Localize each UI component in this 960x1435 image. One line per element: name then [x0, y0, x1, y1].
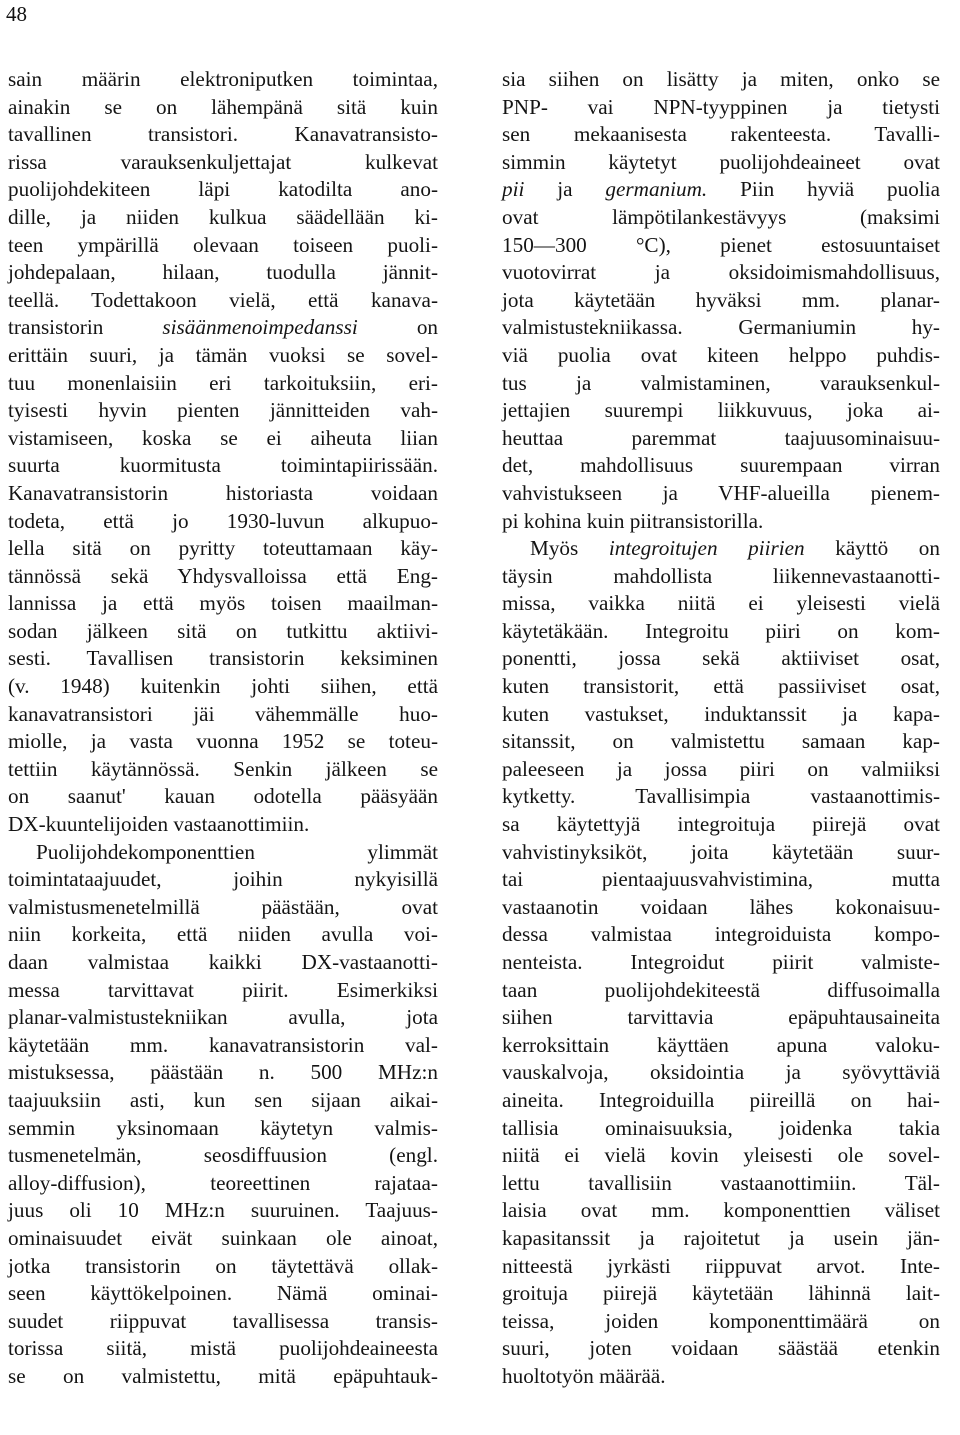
text-segment: johdepalaan, hilaan, tuodulla jännit- — [8, 260, 438, 285]
text-segment: tettiin käytännössä. Senkin jälkeen se — [8, 756, 438, 781]
text-line — [8, 259, 438, 287]
text-segment: rissa varauksenkuljettajat kulkevat — [8, 149, 438, 174]
text-line — [502, 342, 940, 370]
text-segment: teissa, joiden komponenttimäärä on — [502, 1308, 940, 1333]
text-segment: groituja piirejä käytetään lähinnä lait- — [502, 1281, 940, 1306]
text-line — [8, 563, 438, 591]
text-line — [502, 756, 940, 784]
page-number: 48 — [6, 2, 27, 26]
italic-term: sisäänmenoimpedanssi — [162, 315, 358, 340]
text-line — [502, 673, 940, 701]
text-segment: suuri, joten voidaan säästää etenkin — [502, 1336, 940, 1361]
text-segment: aineita. Integroiduilla piireillä on hai- — [502, 1087, 940, 1112]
text-line — [502, 1032, 940, 1060]
italic-term: integroitujen piirien — [608, 536, 805, 561]
text-segment: toimintataajuudet, joihin nykyisillä — [8, 867, 438, 892]
text-segment: sesti. Tavallisen transistorin keksiminen — [8, 646, 438, 671]
text-line — [502, 452, 940, 480]
text-segment: DX-kuuntelijoiden vastaanottimiin. — [8, 812, 310, 837]
text-line — [8, 673, 438, 701]
text-line — [8, 1197, 438, 1225]
text-line — [8, 1142, 438, 1170]
text-segment: transistorin — [8, 315, 163, 340]
text-line — [8, 783, 438, 811]
text-segment: käytetäkään. Integroitu piiri on kom- — [502, 618, 940, 643]
text-line — [8, 149, 438, 177]
text-segment: tännössä sekä Yhdysvalloissa että Eng- — [8, 563, 438, 588]
text-line — [502, 94, 940, 122]
text-segment: Kanavatransistorin historiasta voidaan — [8, 480, 438, 505]
text-segment: on saanut' kauan odotella pääsyään — [8, 784, 438, 809]
text-line — [8, 314, 438, 342]
text-line — [502, 1142, 940, 1170]
text-segment: Puolijohdekomponenttien ylimmät — [36, 839, 438, 864]
right-column — [502, 66, 940, 1391]
text-line — [8, 1335, 438, 1363]
text-segment: vuotovirrat ja oksidoimismahdollisuus, — [502, 260, 940, 285]
text-segment: kerroksittain käyttäen apuna valoku- — [502, 1032, 940, 1057]
text-segment: niin korkeita, että niiden avulla voi- — [8, 922, 438, 947]
text-segment: vistamiseen, koska se ei aiheuta liian — [8, 425, 438, 450]
text-line — [502, 811, 940, 839]
text-segment: täysin mahdollista liikennevastaanotti- — [502, 563, 940, 588]
text-segment: pi kohina kuin piitransistorilla. — [502, 508, 764, 533]
text-segment: se on valmistettu, mitä epäpuhtauk- — [8, 1363, 438, 1388]
text-line — [8, 1170, 438, 1198]
text-segment: miolle, ja vasta vuonna 1952 se toteu- — [8, 729, 438, 754]
text-segment: sa käytettyjä integroituja piirejä ovat — [502, 812, 940, 837]
italic-term: pii — [502, 177, 525, 202]
text-segment: taan puolijohdekiteestä diffusoimalla — [502, 977, 940, 1002]
text-line — [8, 1032, 438, 1060]
text-line — [502, 121, 940, 149]
text-segment: valmistusmenetelmillä päästään, ovat — [8, 894, 438, 919]
text-line — [8, 1115, 438, 1143]
text-line — [502, 1004, 940, 1032]
text-segment: juus oli 10 MHz:n suuruinen. Taajuus- — [8, 1198, 438, 1223]
text-line — [8, 508, 438, 536]
text-line — [8, 645, 438, 673]
text-line — [8, 866, 438, 894]
text-segment: kuten transistorit, että passiiviset osat, — [502, 674, 940, 699]
text-line — [502, 783, 940, 811]
text-segment: seen käyttökelpoinen. Nämä ominai- — [8, 1281, 438, 1306]
text-segment: tusmenetelmän, seosdiffuusion (engl. — [8, 1143, 438, 1168]
text-segment: lella sitä on pyritty toteuttamaan käy- — [8, 536, 438, 561]
text-line — [8, 590, 438, 618]
text-line — [8, 176, 438, 204]
text-line — [8, 728, 438, 756]
text-segment: tavallinen transistori. Kanavatransisto- — [8, 122, 438, 147]
text-line — [8, 839, 438, 867]
text-line — [8, 370, 438, 398]
text-segment: alloy-diffusion), teoreettinen rajataa- — [8, 1170, 438, 1195]
text-line — [502, 1363, 940, 1391]
text-segment: planar-valmistustekniikan avulla, jota — [8, 1005, 438, 1030]
text-segment: ominaisuudet eivät suinkaan ole ainoat, — [8, 1225, 438, 1250]
text-segment: tyisesti hyvin pienten jännitteiden vah- — [8, 398, 438, 423]
text-line — [502, 977, 940, 1005]
text-line — [502, 1335, 940, 1363]
text-line — [8, 397, 438, 425]
text-line — [502, 176, 940, 204]
text-line — [502, 645, 940, 673]
text-segment: kuten vastukset, induktanssit ja kapa- — [502, 701, 940, 726]
text-segment: nenteista. Integroidut piirit valmiste- — [502, 950, 940, 974]
text-segment: det, mahdollisuus suurempaan virran — [502, 453, 940, 478]
text-segment: missa, vaikka niitä ei yleisesti vielä — [502, 591, 940, 616]
text-line — [502, 149, 940, 177]
text-segment: teen ympärillä olevaan toiseen puoli- — [8, 232, 438, 257]
text-segment: huoltotyön määrää. — [502, 1363, 666, 1388]
text-segment: dille, ja niiden kulkua säädellään ki- — [8, 204, 438, 229]
text-segment: jotka transistorin on täytettävä ollak- — [8, 1253, 438, 1278]
text-line — [8, 204, 438, 232]
text-segment: dessa valmistaa integroiduista kompo- — [502, 922, 940, 947]
text-segment: lannissa ja että myös toisen maailman- — [8, 591, 438, 616]
text-segment: daan valmistaa kaikki DX-vastaanotti- — [8, 950, 438, 974]
text-line — [502, 232, 940, 260]
text-segment: torissa siitä, mistä puolijohdeaineesta — [8, 1336, 438, 1361]
text-line — [502, 894, 940, 922]
text-line — [8, 1308, 438, 1336]
text-line — [8, 94, 438, 122]
text-line — [8, 342, 438, 370]
text-segment: on — [357, 315, 438, 340]
text-line — [502, 1170, 940, 1198]
text-segment: käytetään mm. kanavatransistorin val- — [8, 1032, 438, 1057]
text-segment: laisia ovat mm. komponenttien väliset — [502, 1198, 940, 1223]
text-line — [8, 535, 438, 563]
text-line — [8, 1225, 438, 1253]
text-segment: puolijohdekiteen läpi katodilta ano- — [8, 177, 438, 202]
text-line — [502, 728, 940, 756]
text-segment: ponentti, jossa sekä aktiiviset osat, — [502, 646, 940, 671]
text-line — [502, 535, 940, 563]
text-segment: sodan jälkeen sitä on tutkittu aktiivi- — [8, 618, 438, 643]
text-line — [502, 921, 940, 949]
text-line — [502, 1225, 940, 1253]
text-line — [8, 1253, 438, 1281]
text-line — [8, 66, 438, 94]
text-line — [8, 1363, 438, 1391]
text-line — [8, 1087, 438, 1115]
text-line — [502, 1197, 940, 1225]
text-line — [502, 866, 940, 894]
text-segment: Piin hyviä puolia — [707, 177, 940, 202]
text-line — [502, 66, 940, 94]
text-segment: vahvistinyksiköt, joita käytetään suur- — [502, 839, 940, 864]
text-line — [8, 452, 438, 480]
text-line — [8, 1280, 438, 1308]
text-line — [8, 121, 438, 149]
text-segment: vauskalvoja, oksidointia ja syövyttäviä — [502, 1060, 940, 1085]
text-line — [8, 618, 438, 646]
text-line — [502, 314, 940, 342]
text-line — [502, 259, 940, 287]
text-segment: viä puolia ovat kiteen helppo puhdis- — [502, 342, 940, 367]
text-segment: mistuksessa, päästään n. 500 MHz:n — [8, 1060, 438, 1085]
text-segment: sen mekaanisesta rakenteesta. Tavalli- — [502, 122, 940, 147]
text-segment: siihen tarvittavia epäpuhtausaineita — [502, 1005, 940, 1030]
text-line — [502, 397, 940, 425]
text-line — [502, 1308, 940, 1336]
text-line — [8, 949, 438, 977]
text-segment: 150—300 °C), pienet estosuuntaiset — [502, 232, 940, 257]
text-line — [8, 480, 438, 508]
text-segment: valmistustekniikassa. Germaniumin hy- — [502, 315, 940, 340]
text-line — [502, 1059, 940, 1087]
text-segment: kapasitanssit ja rajoitetut ja usein jän- — [502, 1225, 940, 1250]
text-line — [8, 894, 438, 922]
text-line — [8, 232, 438, 260]
text-segment: (v. 1948) kuitenkin johti siihen, että — [8, 674, 438, 699]
text-segment: ja — [524, 177, 606, 202]
text-segment: tai pientaajuusvahvistimina, mutta — [502, 867, 940, 892]
text-segment: sitanssit, on valmistettu samaan kap- — [502, 729, 940, 754]
text-segment: semmin yksinomaan käytetyn valmis- — [8, 1115, 438, 1140]
text-line — [502, 1115, 940, 1143]
text-line — [8, 1004, 438, 1032]
text-line — [8, 977, 438, 1005]
text-line — [502, 563, 940, 591]
text-line — [502, 204, 940, 232]
text-line — [502, 370, 940, 398]
text-segment: nitteestä jyrkästi riippuvat arvot. Inte- — [502, 1253, 940, 1278]
text-segment: teellä. Todettakoon vielä, että kanava- — [8, 287, 438, 312]
text-line — [8, 921, 438, 949]
text-line — [8, 701, 438, 729]
italic-term: germanium. — [605, 177, 708, 202]
text-segment: kytketty. Tavallisimpia vastaanottimis- — [502, 784, 940, 809]
text-line — [502, 618, 940, 646]
text-segment: kanavatransistori jäi vähemmälle huo- — [8, 701, 438, 726]
text-segment: Myös — [530, 536, 609, 561]
text-line — [8, 811, 438, 839]
text-segment: ovat lämpötilankestävyys (maksimi — [502, 204, 940, 229]
left-column — [8, 66, 438, 1391]
text-line — [502, 508, 940, 536]
text-segment: vastaanotin voidaan lähes kokonaisuu- — [502, 894, 940, 919]
text-segment: tallisia ominaisuuksia, joidenka takia — [502, 1115, 940, 1140]
text-line — [8, 756, 438, 784]
text-segment: käyttö on — [804, 536, 940, 561]
text-segment: niitä ei vielä kovin yleisesti ole sovel- — [502, 1143, 940, 1168]
text-line — [8, 425, 438, 453]
text-line — [502, 480, 940, 508]
text-line — [8, 287, 438, 315]
text-segment: paleeseen ja jossa piiri on valmiiksi — [502, 756, 940, 781]
text-line — [502, 590, 940, 618]
text-line — [502, 701, 940, 729]
text-line — [502, 1253, 940, 1281]
text-segment: tus ja valmistaminen, varauksenkul- — [502, 370, 940, 395]
text-line — [502, 1280, 940, 1308]
text-segment: suurta kuormitusta toimintapiirissään. — [8, 453, 438, 478]
text-segment: lettu tavallisiin vastaanottimiin. Täl- — [502, 1170, 940, 1195]
text-segment: todeta, että jo 1930-luvun alkupuo- — [8, 508, 438, 533]
text-segment: suudet riippuvat tavallisessa transis- — [8, 1308, 438, 1333]
text-segment: erittäin suuri, ja tämän vuoksi se sovel- — [8, 342, 438, 367]
text-segment: simmin käytetyt puolijohdeaineet ovat — [502, 149, 940, 174]
text-line — [8, 1059, 438, 1087]
text-segment: jota käytetään hyväksi mm. planar- — [502, 287, 940, 312]
text-segment: ainakin se on lähempänä sitä kuin — [8, 94, 438, 119]
text-line — [502, 425, 940, 453]
text-segment: sain määrin elektroniputken toimintaa, — [8, 67, 438, 91]
text-segment: sia siihen on lisätty ja miten, onko se — [502, 67, 940, 91]
text-segment: jettajien suurempi liikkuvuus, joka ai- — [502, 398, 940, 423]
text-segment: tuu monenlaisiin eri tarkoituksiin, eri- — [8, 370, 438, 395]
text-segment: PNP- vai NPN-tyyppinen ja tietysti — [502, 94, 940, 119]
text-segment: vahvistukseen ja VHF-alueilla pienem- — [502, 480, 940, 505]
text-segment: taajuuksiin asti, kun sen sijaan aikai- — [8, 1087, 438, 1112]
text-segment: messa tarvittavat piirit. Esimerkiksi — [8, 977, 438, 1002]
text-line — [502, 1087, 940, 1115]
text-line — [502, 949, 940, 977]
text-line — [502, 287, 940, 315]
text-segment: heuttaa paremmat taajuusominaisuu- — [502, 425, 940, 450]
text-line — [502, 839, 940, 867]
